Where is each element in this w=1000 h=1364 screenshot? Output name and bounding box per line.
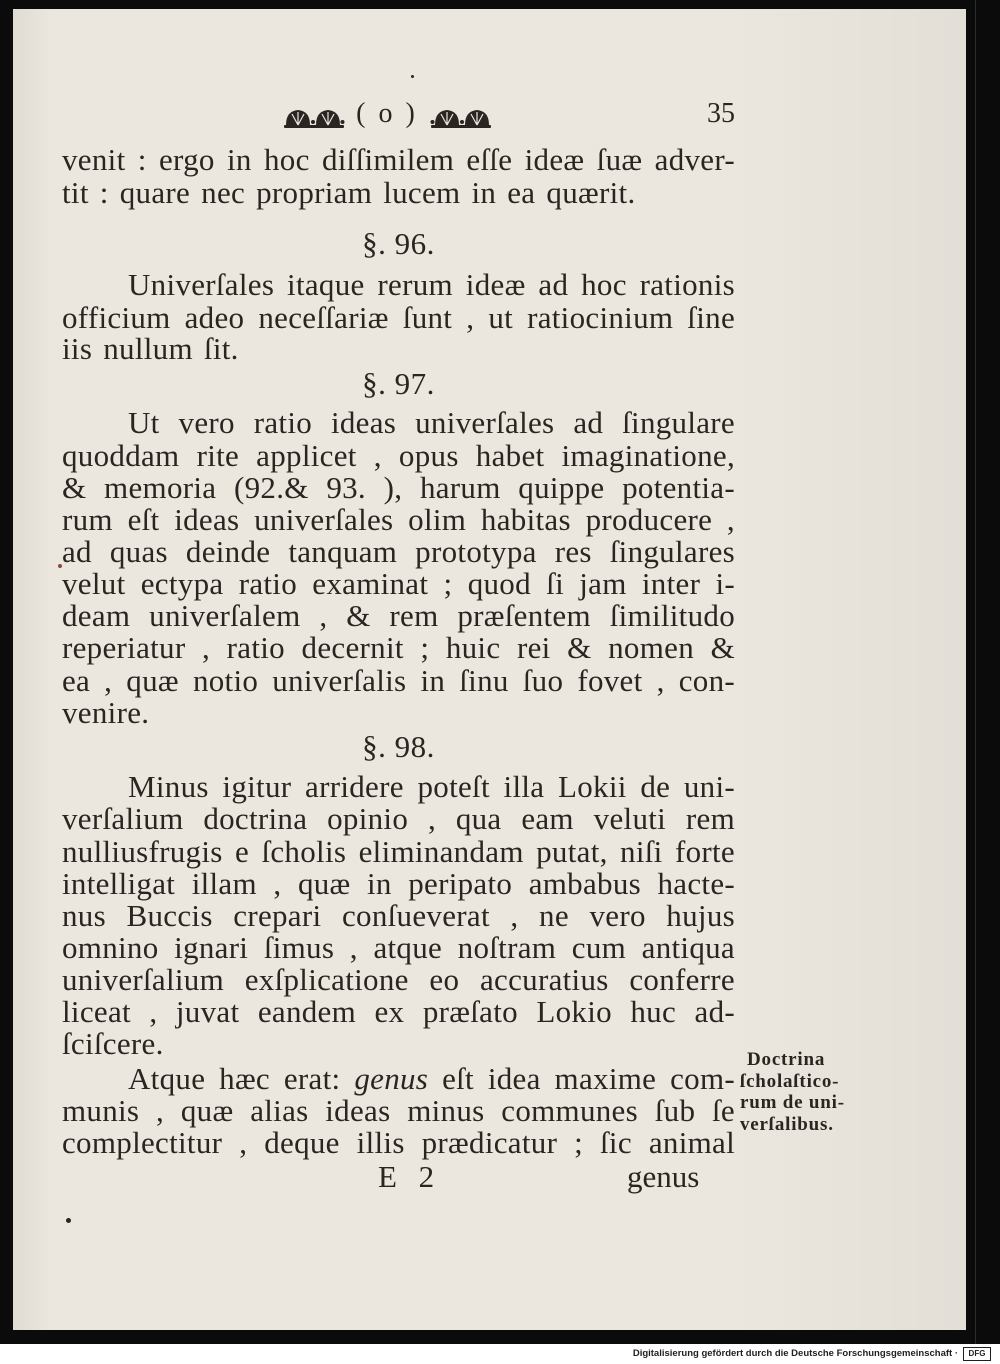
text-line: liceat , juvat eandem ex præſato Lokio huc ad- [62, 994, 735, 1029]
text-line: omnino ignari ſimus , atque noſtram cum antiqua [62, 930, 735, 965]
margin-note-line: verſalibus. [740, 1114, 834, 1135]
text-line: reperiatur , ratio decernit ; huic rei & nomen & [62, 630, 735, 665]
section-heading: §. 96. [362, 226, 435, 261]
text-line: verſalium doctrina opinio , qua eam veluti rem [62, 801, 735, 836]
margin-note-line: rum de uni- [740, 1092, 845, 1113]
text-line [128, 1063, 735, 1095]
text-segment: eſt idea maxime com- [428, 1061, 736, 1096]
text-line: Ut vero ratio ideas univerſales ad ſingulare [128, 405, 735, 440]
text-line: ea , quæ notio univerſalis in ſinu ſuo fovet , con- [62, 663, 735, 698]
text-line: ad quas deinde tanquam prototypa res ſingulares [62, 534, 735, 569]
header-ornament-center: ( o ) [356, 98, 418, 129]
ink-speck [411, 75, 414, 78]
margin-note-line: ſcholaſtico- [740, 1071, 840, 1092]
ink-speck [58, 564, 62, 568]
text-line: deam univerſalem , & rem præſentem ſimilitudo [62, 598, 735, 633]
section-heading: §. 98. [362, 729, 435, 764]
text-line: quoddam rite applicet , opus habet imaginatione, [62, 438, 735, 473]
text-line: rum eſt ideas univerſales olim habitas producere , [62, 502, 735, 537]
fleuron-left-ornament [283, 106, 345, 130]
text-line: intelligat illam , quæ in peripato ambabus hacte- [62, 866, 735, 901]
text-line: munis , quæ alias ideas minus communes ſub ſe [62, 1093, 735, 1128]
text-line: tit : quare nec propriam lucem in ea quærit. [62, 175, 636, 210]
text-line: officium adeo neceſſariæ ſunt , ut ratiocinium ſine [62, 300, 735, 335]
text-line: iis nullum ſit. [62, 331, 239, 366]
section-heading: §. 97. [362, 366, 435, 401]
catchword: genus [627, 1159, 700, 1194]
ink-speck [66, 1218, 71, 1223]
page-number: 35 [707, 98, 735, 129]
text-line: Minus igitur arridere poteſt illa Lokii de uni- [128, 769, 735, 804]
margin-note-line: Doctrina [747, 1049, 826, 1070]
signature-mark: E 2 [378, 1159, 435, 1194]
text-segment: Atque hæc erat: [128, 1061, 355, 1096]
text-line: Univerſales itaque rerum ideæ ad hoc rationis [128, 267, 735, 302]
text-line: nus Buccis crepari conſueverat , ne vero hujus [62, 898, 735, 933]
text-line: univerſalium exſplicatione eo accuratius conferre [62, 962, 735, 997]
italic-term: genus [354, 1061, 429, 1096]
text-line: velut ectypa ratio examinat ; quod ſi jam inter i- [62, 566, 735, 601]
text-line: nulliusfrugis e ſcholis eliminandam putat, niſi forte [62, 834, 735, 869]
funding-credit: Digitalisierung gefördert durch die Deutsche Forschungsgemeinschaft · [632, 1348, 958, 1359]
text-line: & memoria (92.& 93. ), harum quippe potentia- [62, 470, 735, 505]
scan-edge-line [975, 0, 976, 1344]
text-line: venit : ergo in hoc diſſimilem eſſe ideæ ſuæ adver- [62, 142, 735, 177]
dfg-logo: DFG [963, 1347, 991, 1361]
text-line: complectitur , deque illis prædicatur ; ſic animal [62, 1125, 735, 1160]
digitization-footer [0, 1344, 1000, 1364]
fleuron-right-ornament [430, 106, 492, 130]
text-line: ſciſcere. [62, 1026, 164, 1061]
text-line: venire. [62, 695, 150, 730]
